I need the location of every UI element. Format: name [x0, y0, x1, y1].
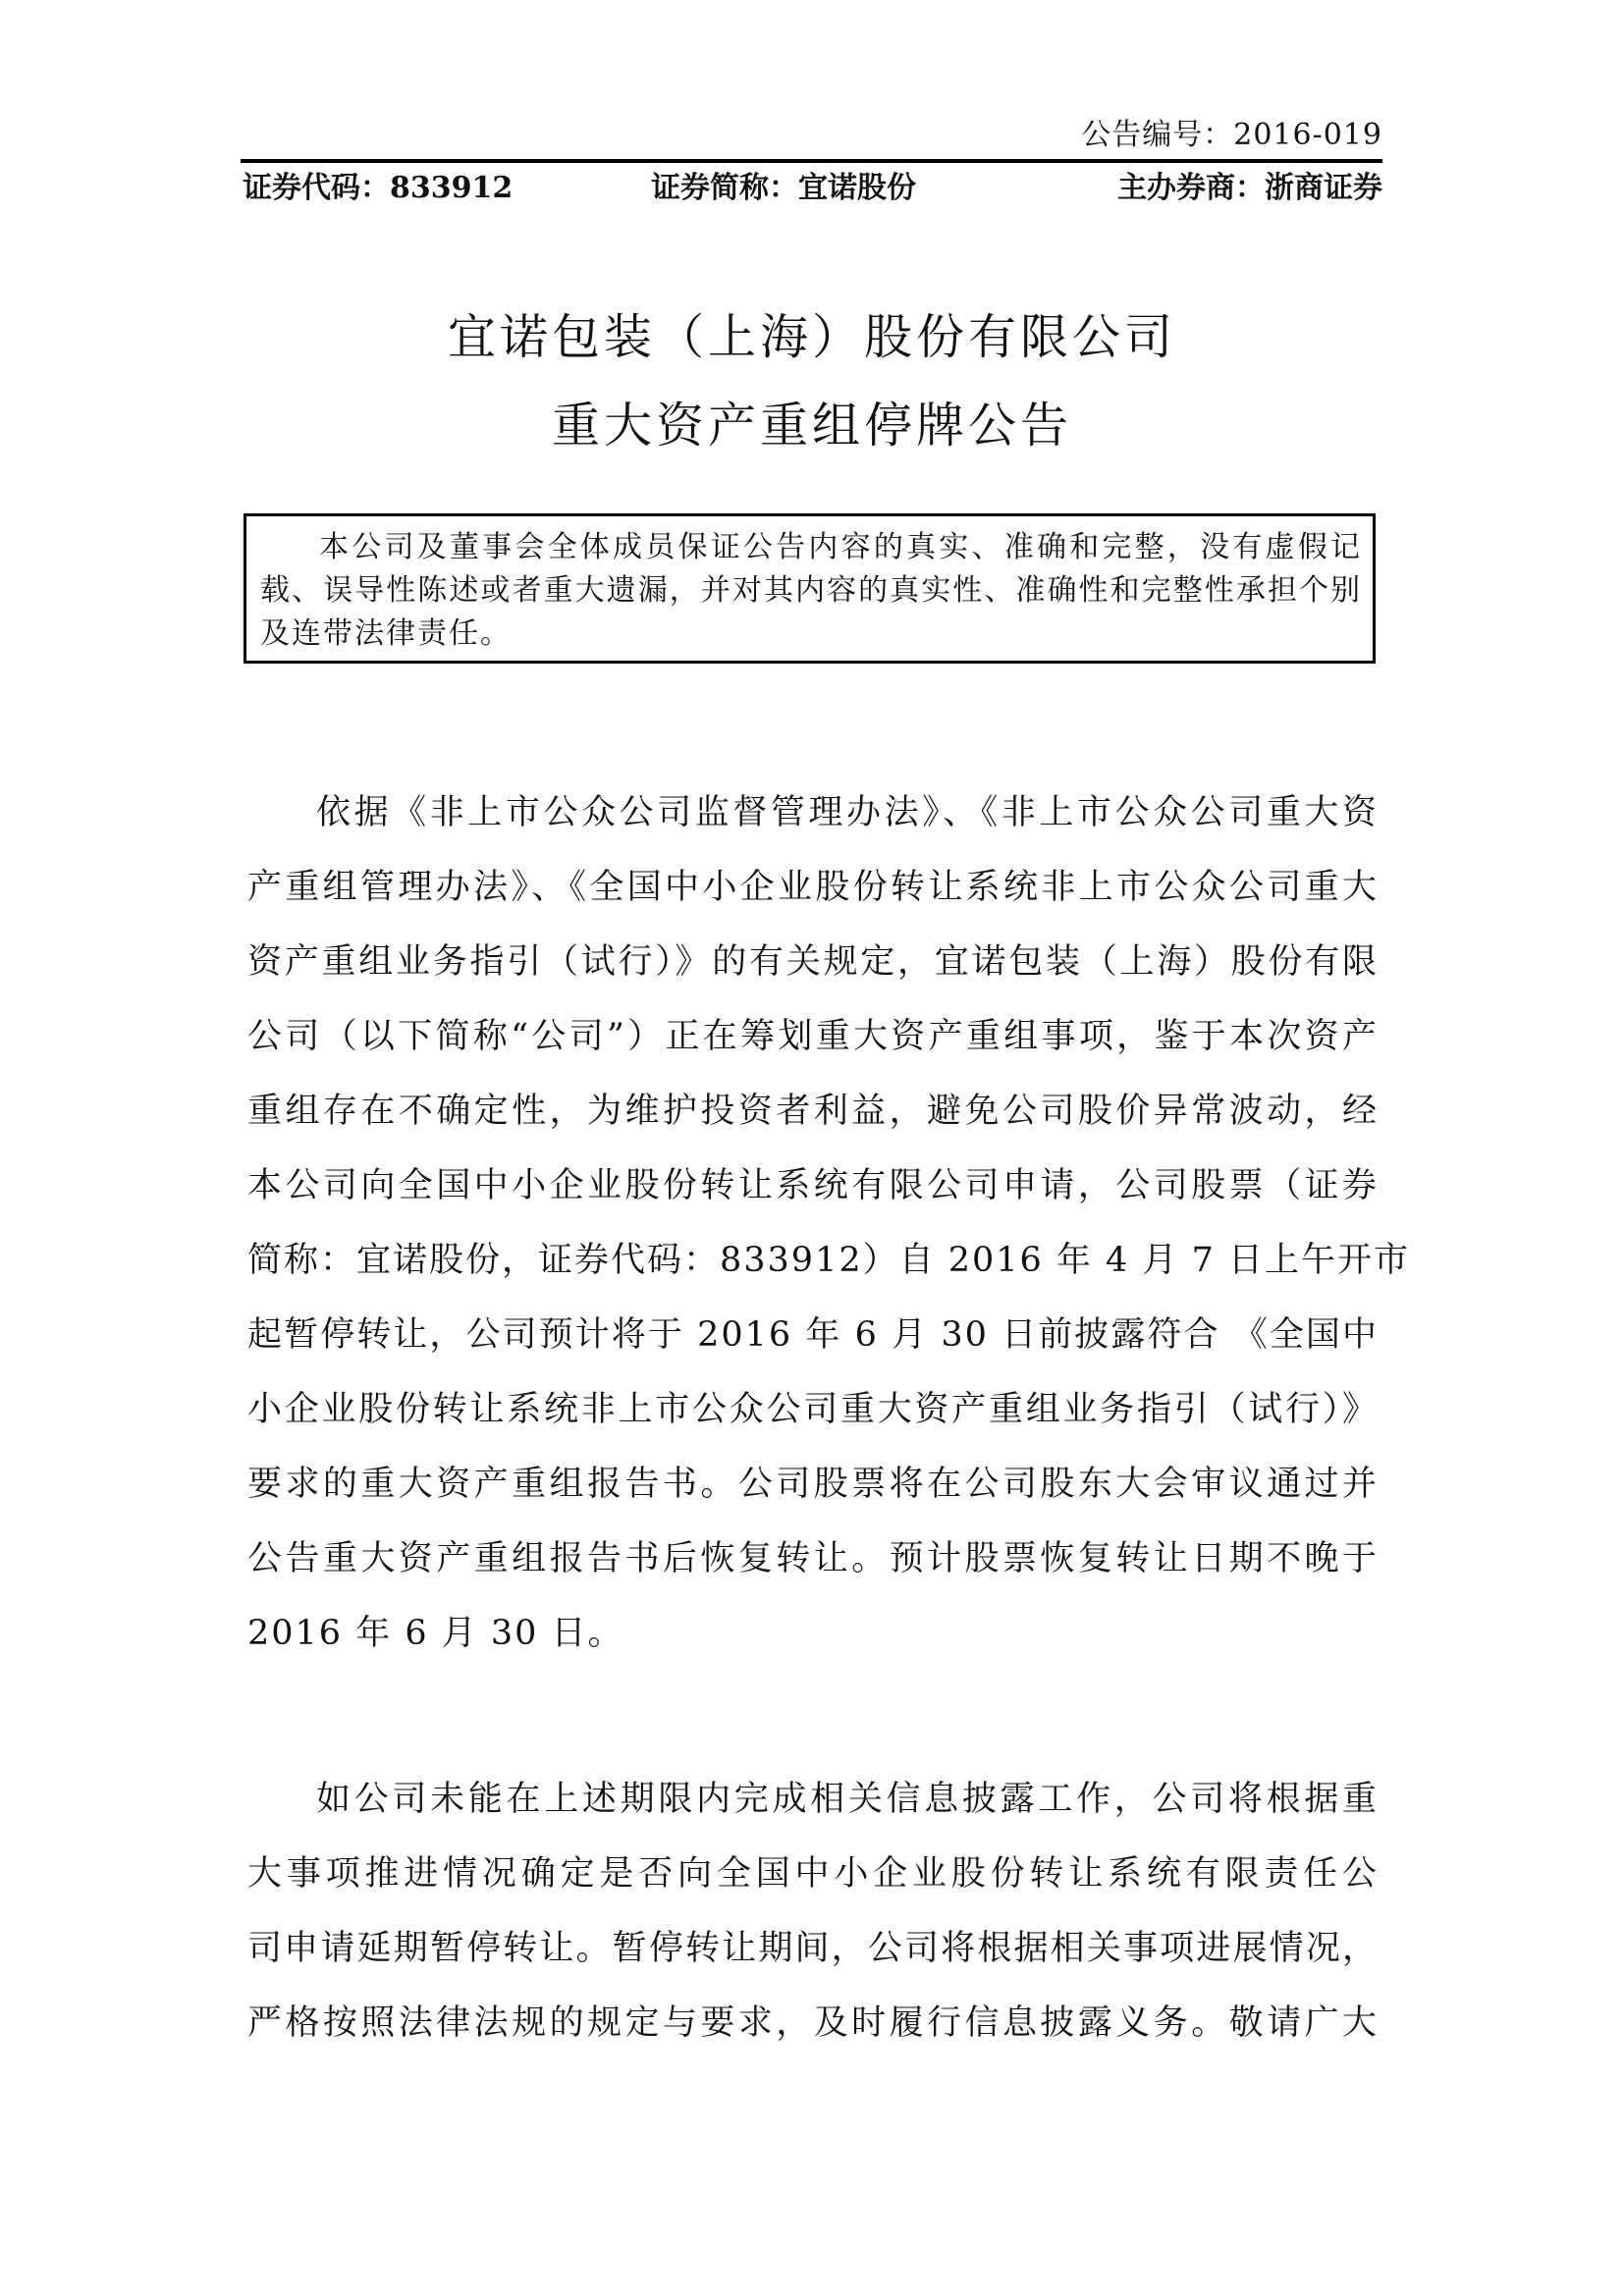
- sponsor-broker: 主办券商：浙商证券: [1117, 171, 1382, 205]
- paragraph-line: 2016 年 6 月 30 日。: [247, 1614, 624, 1653]
- paragraph-line: 起暂停转让，公司预计将于 2016 年 6 月 30 日前披露符合 《全国中: [247, 1315, 1379, 1355]
- security-code: 证券代码：833912: [243, 171, 514, 205]
- paragraph-line: 小企业股份转让系统非上市公众公司重大资产重组业务指引（试行）》: [247, 1390, 1379, 1429]
- notice-number: 公告编号：2016-019: [1081, 118, 1382, 152]
- security-abbreviation: 证券简称：宜诺股份: [651, 171, 916, 205]
- paragraph-line: 公司（以下简称“公司”）正在筹划重大资产重组事项，鉴于本次资产: [247, 1017, 1379, 1056]
- company-name-title: 宜诺包装（上海）股份有限公司: [447, 309, 1176, 365]
- paragraph-line: 资产重组业务指引（试行）》的有关规定，宜诺包装（上海）股份有限: [247, 942, 1379, 982]
- paragraph-line: 产重组管理办法》、《全国中小企业股份转让系统非上市公众公司重大: [247, 868, 1379, 907]
- body-paragraph-2: [247, 1762, 1379, 2060]
- paragraph-line: 司申请延期暂停转让。暂停转让期间，公司将根据相关事项进展情况，: [247, 1929, 1379, 1968]
- paragraph-line: 要求的重大资产重组报告书。公司股票将在公司股东大会审议通过并: [247, 1465, 1379, 1504]
- paragraph-line: 简称：宜诺股份，证券代码：833912）自 2016 年 4 月 7 日上午开市: [247, 1241, 1410, 1280]
- announcement-title: 重大资产重组停牌公告: [551, 398, 1072, 454]
- paragraph-line: 依据《非上市公众公司监督管理办法》、《非上市公众公司重大资: [316, 793, 1379, 832]
- declaration-text: 本公司及董事会全体成员保证公告内容的真实、准确和完整，没有虚假记载、误导性陈述或者重大遗漏，并对其内容的真实性、准确性和完整性承担个别及连带法律责任。: [260, 530, 1362, 651]
- responsibility-declaration-box: [244, 513, 1376, 664]
- header-info-row: [243, 167, 1382, 210]
- paragraph-line: 严格按照法律法规的规定与要求，及时履行信息披露义务。敬请广大: [247, 2003, 1379, 2043]
- paragraph-line: 重组存在不确定性，为维护投资者利益，避免公司股价异常波动，经: [247, 1092, 1379, 1131]
- paragraph-line: 如公司未能在上述期限内完成相关信息披露工作，公司将根据重: [316, 1780, 1379, 1819]
- body-paragraph-1: [247, 775, 1410, 1671]
- header-divider: [241, 159, 1382, 163]
- paragraph-line: 本公司向全国中小企业股份转让系统有限公司申请，公司股票（证券: [247, 1166, 1379, 1205]
- paragraph-line: 大事项推进情况确定是否向全国中小企业股份转让系统有限责任公: [247, 1854, 1379, 1894]
- paragraph-line: 公告重大资产重组报告书后恢复转让。预计股票恢复转让日期不晚于: [247, 1539, 1379, 1578]
